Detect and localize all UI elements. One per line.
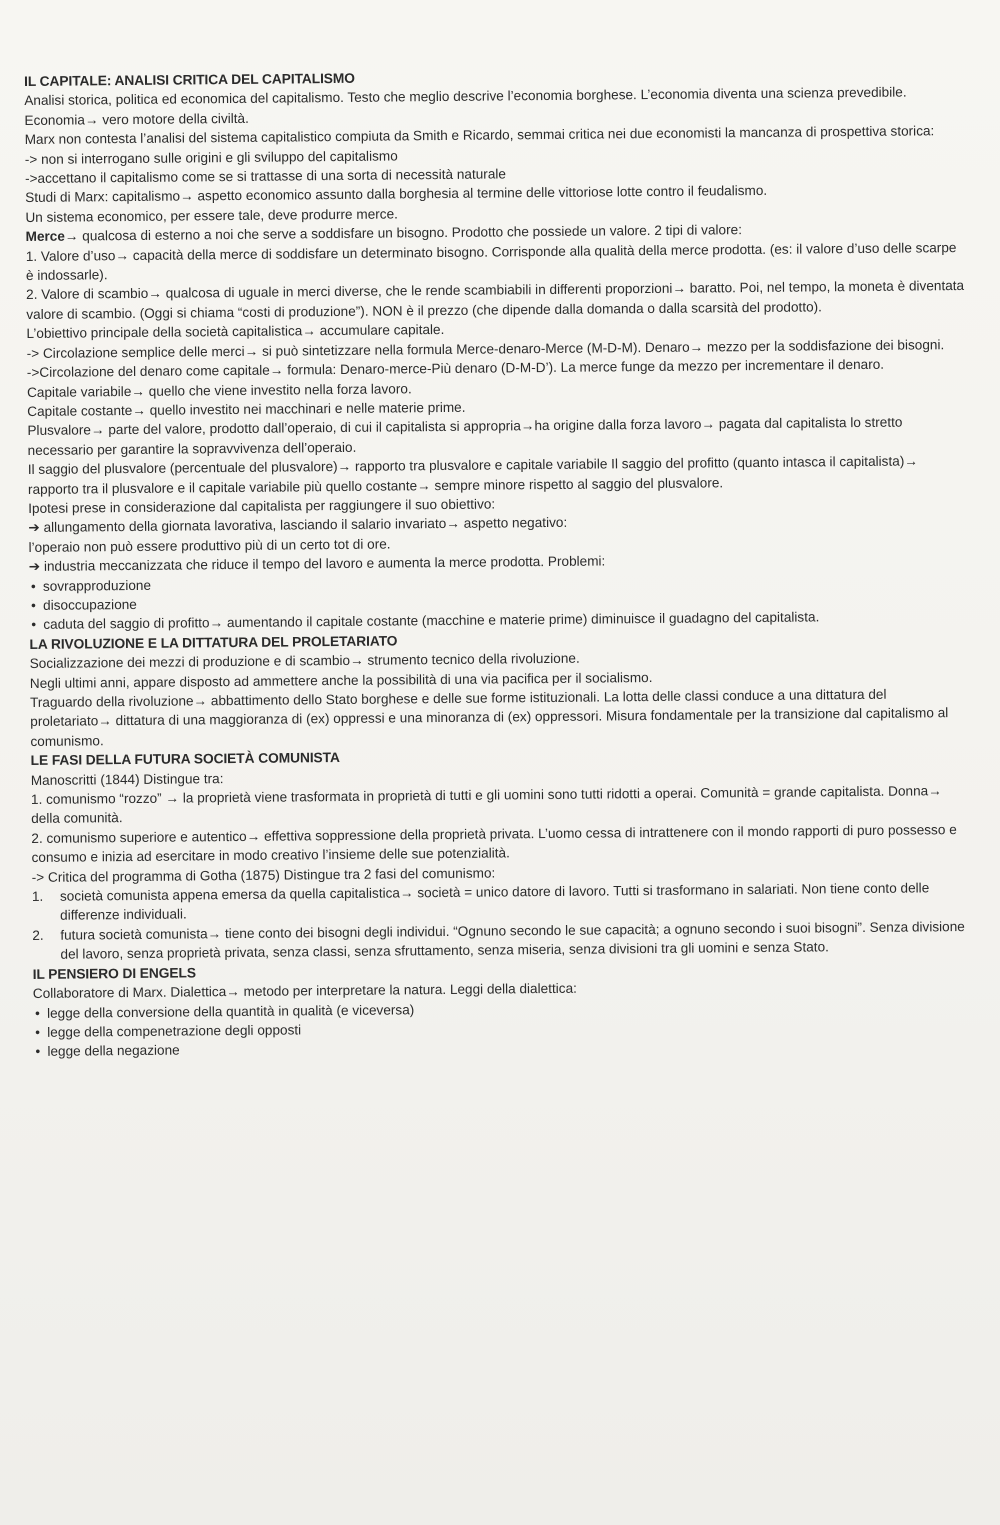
paragraph: Ipotesi prese in considerazione dal capitalista per raggiungere il suo obiettivo:: [28, 496, 496, 516]
paragraph: -> Critica del programma di Gotha (1875) Distingue tra 2 fasi del comunismo:: [31, 865, 496, 885]
paragraph: 1. comunismo “rozzo” → la proprietà viene trasformata in proprietà di tutti e gli uomini sono tutti ridotti a operai. Comunità = grande capitalista. Donna→ della comunità.: [30, 783, 942, 827]
section-title-engels: IL PENSIERO DI ENGELS: [32, 965, 196, 982]
list-item-text: società comunista appena emersa da quella capitalistica→ società = unico datore di lavoro. Tutti si trasformano in salariati. Non tiene conto delle differenze individuali.: [59, 880, 930, 924]
paragraph: l’operaio non può essere produttivo più di un certo tot di ore.: [28, 536, 391, 555]
list-number: 2.: [32, 927, 44, 943]
paragraph: 2. Valore di scambio→ qualcosa di uguale in merci diverse, che le rende scambiabili in differenti proporzioni→ baratto. Poi, nel tempo, la moneta è diventata valore di scambio. (Oggi si chiama “costi di produzione”). NON è il prezzo (che dipende dalla domanda o dalla scarsità del prodotto).: [26, 278, 965, 322]
paragraph: Negli ultimi anni, appare disposto ad ammettere anche la possibilità di una via pacifica per il socialismo.: [29, 669, 653, 691]
numbered-list-fasi: [32, 878, 973, 965]
paragraph: -> Circolazione semplice delle merci→ si può sintetizzare nella formula Merce-denaro-Merce (M-D-M). Denaro→ mezzo per la soddisfazione dei bisogni.: [26, 336, 945, 361]
paragraph: 2. comunismo superiore e autentico→ effettiva soppressione della proprietà privata. L’uomo cessa di intrattenere con il mondo rapporti di puro possesso e consumo e inizia ad esercitare in modo creativo l’insieme delle sue potenzialità.: [31, 821, 957, 866]
paragraph: ➔ allungamento della giornata lavorativa, lasciando il salario invariato→ aspetto negativo:: [28, 515, 568, 536]
list-item: • caduta del saggio di profitto→ aumentando il capitale costante (macchine e materie prime) diminuisce il guadagno del capitalista.: [29, 606, 969, 634]
paragraph: ➔ industria meccanizzata che riduce il tempo del lavoro e aumenta la merce prodotta. Problemi:: [28, 553, 606, 575]
document-body: [24, 63, 973, 1062]
paragraph: ->accettano il capitalismo come se si trattasse di una sorta di necessità naturale: [24, 166, 507, 187]
term-merce: Merce: [25, 228, 65, 245]
paragraph: Marx non contesta l’analisi del sistema capitalistico compiuta da Smith e Ricardo, semmai critica nei due economisti la mancanza di prospettiva storica:: [24, 123, 935, 148]
paragraph: ->Circolazione del denaro come capitale→ formula: Denaro-merce-Più denaro (D-M-D’). La merce funge da mezzo per incrementare il denaro.: [26, 356, 885, 381]
paragraph: Il saggio del plusvalore (percentuale del plusvalore)→ rapporto tra plusvalore e capitale variabile Il saggio del profitto (quanto intasca il capitalista)→ rapporto tra il plusvalore e il capitale variabile più quello costante→ sempre minore rispetto al saggio del plusvalore.: [27, 453, 918, 497]
paragraph: 1. Valore d’uso→ capacità della merce di soddisfare un determinato bisogno. Corrisponde alla qualità della merce prodotta. (es: il valore d’uso delle scarpe è indossarle).: [25, 239, 957, 284]
list-number: 1.: [31, 888, 44, 905]
list-item: • legge della compenetrazione degli opposti: [33, 1014, 973, 1042]
paragraph: Analisi storica, politica ed economica del capitalismo. Testo che meglio descrive l’economia borghese. L’economia diventa una scienza prevedibile. Economia→ vero motore della civiltà.: [24, 84, 907, 128]
bullet-list-problemi: [29, 568, 970, 635]
paragraph: Capitale variabile→ quello che viene investito nella forza lavoro.: [26, 380, 412, 400]
paragraph: Traguardo della rivoluzione→ abbattimento dello Stato borghese e delle sue forme istituzionali. La lotta delle classi conduce a una dittatura del proletariato→ dittatura di una maggioranza di (ex) oppressi e una minoranza di (ex) oppressori. Misura fondamentale per la transizione dal capitalismo al comunismo.: [29, 686, 949, 749]
section-title-capitale: IL CAPITALE: ANALISI CRITICA DEL CAPITALISMO: [24, 70, 355, 89]
list-item: • legge della conversione della quantità in qualità (e viceversa): [33, 994, 973, 1022]
list-item: • disoccupazione: [29, 587, 969, 615]
merce-definition: → qualcosa di esterno a noi che serve a soddisfare un bisogno. Prodotto che possiede un valore. 2 tipi di valore:: [64, 222, 743, 244]
paragraph: L’obiettivo principale della società capitalistica→ accumulare capitale.: [26, 322, 445, 342]
bullet-list-leggi: [33, 994, 974, 1061]
paragraph: Manoscritti (1844) Distingue tra:: [30, 770, 224, 788]
list-item-text: futura società comunista→ tiene conto dei bisogni degli individui. “Ognuno secondo le sue capacità; a ognuno secondo i suoi bisogni”. Senza divisione del lavoro, senza proprietà privata, senza classi, senza sfruttamento, senza miseria, senza divisioni tra gli uomini e senza Stato.: [60, 918, 965, 962]
paragraph: Plusvalore→ parte del valore, prodotto dall’operaio, di cui il capitalista si appropria→ha origine dalla forza lavoro→ pagata dal capitalista lo stretto necessario per garantire la sopravvivenza dell’operaio.: [27, 414, 903, 458]
paragraph: Socializzazione dei mezzi di produzione e di scambio→ strumento tecnico della rivoluzione.: [29, 650, 580, 672]
paragraph: -> non si interrogano sulle origini e gli sviluppo del capitalismo: [24, 148, 398, 167]
section-title-fasi: LE FASI DELLA FUTURA SOCIETÀ COMUNISTA: [30, 750, 340, 769]
paragraph: Un sistema economico, per essere tale, deve produrre merce.: [25, 206, 398, 225]
paragraph: Collaboratore di Marx. Dialettica→ metodo per interpretare la natura. Leggi della dialettica:: [32, 980, 577, 1002]
list-item: • sovrapproduzione: [29, 568, 969, 596]
paragraph: Studi di Marx: capitalismo→ aspetto economico assunto dalla borghesia al termine delle vittoriose lotte contro il feudalismo.: [25, 183, 768, 206]
section-title-rivoluzione: LA RIVOLUZIONE E LA DITTATURA DEL PROLETARIATO: [29, 633, 398, 652]
list-item: • legge della negazione: [33, 1033, 973, 1061]
paragraph: Capitale costante→ quello investito nei macchinari e nelle materie prime.: [27, 399, 466, 419]
